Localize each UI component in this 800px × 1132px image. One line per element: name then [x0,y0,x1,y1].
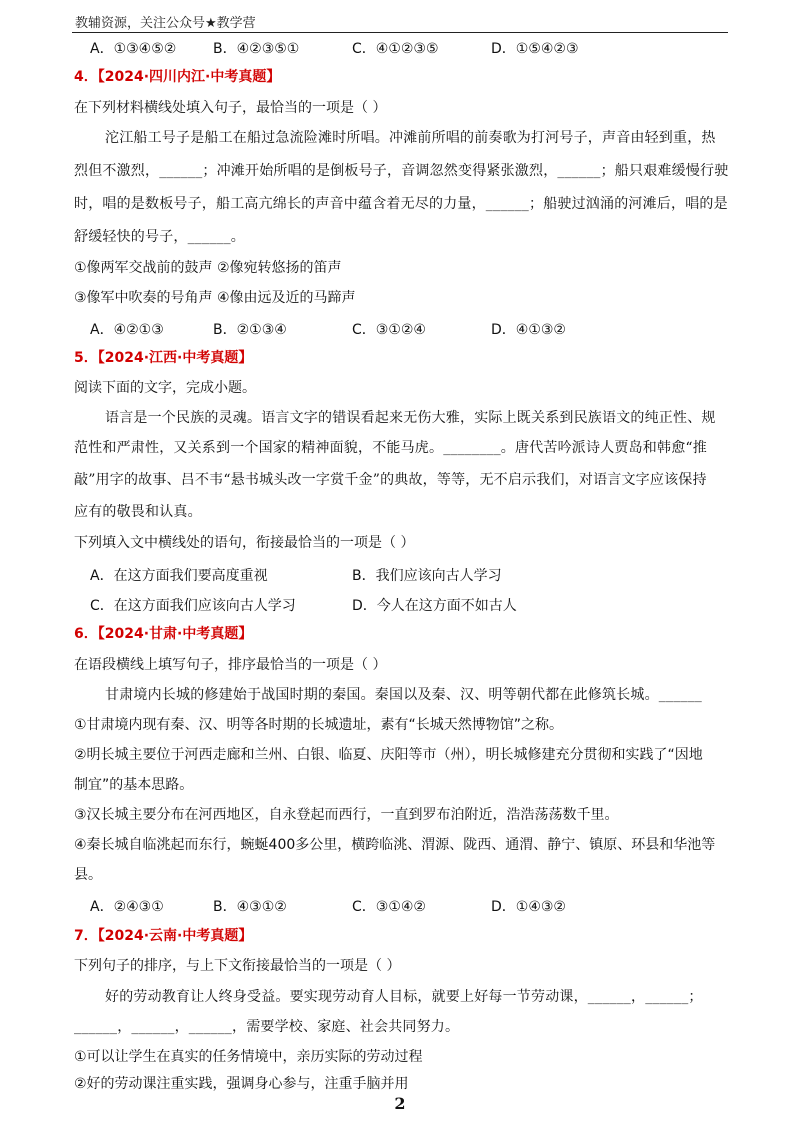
q6-item-line-5: ④秦长城自临洮起而东行，蜿蜒400多公里，横跨临洮、渭源、陇西、通渭、静宁、镇原、环县和华池等 [74,837,716,853]
q5-heading [74,349,252,367]
q4-passage-line-3: 时，唱的是数板号子，船工高亢绵长的声音中蕴含着无尽的力量，______；船驶过汹涌的河滩后，唱的是 [74,196,728,212]
q4-option-a: A．④②①③ [90,322,164,338]
q6-item-line-4: ③汉长城主要分布在河西地区，自永登起而西行，一直到罗布泊附近，浩浩荡荡数千里。 [74,807,619,823]
q5-passage-line-3: 敲”用字的故事、吕不韦“悬书城头改一字赏千金”的典故，等等，无不启示我们，对语言文字应该保持 [74,472,707,488]
q7-item-line-1: ①可以让学生在真实的任务情境中，亲历实际的劳动过程 [74,1049,423,1065]
top-option-b: B．④②③⑤① [213,41,300,57]
q7-source: 【2024·云南·中考真题】 [97,928,253,944]
q6-source: 【2024·甘肃·中考真题】 [97,626,253,642]
q4-passage-line-1: 沱江船工号子是船工在船过急流险滩时所唱。冲滩前所唱的前奏歌为打河号子，声音由轻到重，热 [105,130,716,146]
q5-passage-line-2: 范性和严肃性，又关系到一个国家的精神面貌，不能马虎。________。唐代苦吟派诗人贾岛和韩愈“推 [74,440,707,456]
q4-heading [74,68,280,86]
q6-option-a: A．②④③① [90,899,164,915]
q5-stem: 下列填入文中横线处的语句，衔接最恰当的一项是（ ） [74,535,415,551]
q6-option-d: D．①④③② [491,899,566,915]
q7-passage-line-2: ______，______，______，需要学校、家庭、社会共同努力。 [74,1019,460,1035]
page-number: 2 [394,1094,406,1113]
q7-heading [74,927,252,945]
q6-item-line-6: 县。 [74,867,102,883]
q4-passage-line-4: 舒缓轻快的号子，______。 [74,229,245,245]
header-text: 教辅资源，关注公众号★教学营 [75,16,256,31]
q6-passage: 甘肃境内长城的修建始于战国时期的秦国。秦国以及秦、汉、明等朝代都在此修筑长城。______ [105,687,702,703]
q5-passage-line-1: 语言是一个民族的灵魂。语言文字的错误看起来无伤大雅，实际上既关系到民族语文的纯正性、规 [105,410,716,426]
q6-heading [74,625,252,643]
q4-number: 4． [74,69,98,85]
q5-option-a: A．在这方面我们要高度重视 [90,568,268,584]
q5-option-d: D．今人在这方面不如古人 [352,598,517,614]
q6-stem: 在语段横线上填写句子，排序最恰当的一项是（ ） [74,657,387,673]
q5-source: 【2024·江西·中考真题】 [97,350,253,366]
q4-passage-line-2: 烈但不激烈，______；冲滩开始所唱的是倒板号子，音调忽然变得紧张激烈，______；船只艰难缓慢行驶 [74,163,729,179]
top-option-c: C．④①②③⑤ [352,41,439,57]
q5-passage-line-4: 应有的敬畏和认真。 [74,504,202,520]
q4-option-c: C．③①②④ [352,322,426,338]
q6-item-line-1: ①甘肃境内现有秦、汉、明等各时期的长城遗址，素有“长城天然博物馆”之称。 [74,717,564,733]
q4-item-line-2: ③像军中吹奏的号角声 ④像由远及近的马蹄声 [74,290,356,306]
q7-number: 7． [74,928,98,944]
q4-option-b: B．②①③④ [213,322,287,338]
q7-passage-line-1: 好的劳动教育让人终身受益。要实现劳动育人目标，就要上好每一节劳动课，______，______； [105,989,703,1005]
q5-option-b: B．我们应该向古人学习 [352,568,502,584]
q6-option-c: C．③①④② [352,899,426,915]
q7-stem: 下列句子的排序，与上下文衔接最恰当的一项是（ ） [74,958,401,974]
top-option-d: D．①⑤④②③ [491,41,579,57]
q7-item-line-2: ②好的劳动课注重实践，强调身心参与，注重手脑并用 [74,1076,409,1092]
q4-source: 【2024·四川内江·中考真题】 [97,69,281,85]
q6-item-line-2: ②明长城主要位于河西走廊和兰州、白银、临夏、庆阳等市（州），明长城修建充分贯彻和实践了“因地 [74,747,703,763]
q5-option-c: C．在这方面我们应该向古人学习 [90,598,296,614]
top-option-a: A．①③④⑤② [90,41,177,57]
q4-stem: 在下列材料横线处填入句子，最恰当的一项是（ ） [74,100,387,116]
q6-option-b: B．④③①② [213,899,287,915]
q6-number: 6． [74,626,98,642]
header-rule [72,32,728,33]
q5-number: 5． [74,350,98,366]
q5-intro: 阅读下面的文字，完成小题。 [74,380,256,396]
q4-option-d: D．④①③② [491,322,566,338]
q4-item-line-1: ①像两军交战前的鼓声 ②像宛转悠扬的笛声 [74,260,342,276]
q6-item-line-3: 制宜”的基本思路。 [74,777,194,793]
